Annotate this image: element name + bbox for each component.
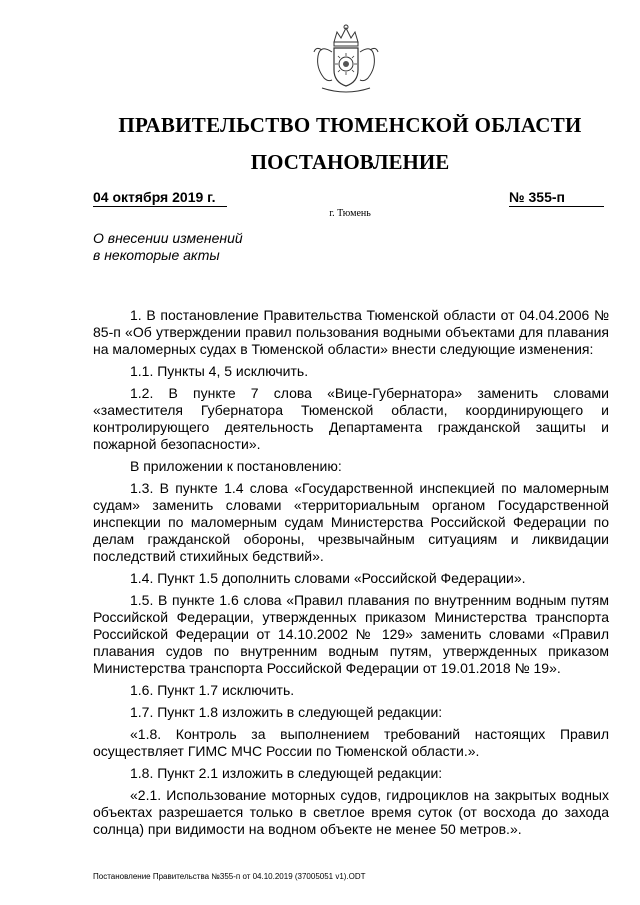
paragraph: 1.4. Пункт 1.5 дополнить словами «Российской Федерации».: [130, 570, 526, 586]
document-city: г. Тюмень: [329, 208, 371, 219]
document-body: [93, 307, 609, 843]
paragraph: 1.1. Пункты 4, 5 исключить.: [130, 363, 309, 379]
document-subject: [93, 230, 353, 264]
paragraph: «2.1. Использование моторных судов, гидроциклов на закрытых водных объектах разрешается только в светлое время суток (от восхода до захода солнца) при видимости на водном объекте не менее 50 метров.».: [93, 787, 609, 837]
document-type: ПОСТАНОВЛЕНИЕ: [250, 150, 450, 174]
paragraph: 1.5. В пункте 1.6 слова «Правил плавания по внутренним водным путям Российской Федерации, утвержденных приказом Министерства транспорта Российской Федерации от 14.10.2002 № 129» заменить словами «Правил плавания судов по внутренним водным путям, утвержденных приказом Министерства транспорта Российской Федерации от 19.01.2018 № 19».: [93, 592, 609, 676]
subject-line: в некоторые акты: [93, 247, 220, 263]
paragraph: 1.8. Пункт 2.1 изложить в следующей редакции:: [130, 765, 443, 781]
coat-of-arms-icon: [304, 22, 388, 96]
paragraph: 1.7. Пункт 1.8 изложить в следующей редакции:: [130, 704, 443, 720]
paragraph: «1.8. Контроль за выполнением требований настоящих Правил осуществляет ГИМС МЧС России по Тюменской области.».: [93, 726, 609, 759]
subject-line: О внесении изменений: [93, 230, 243, 246]
paragraph: В приложении к постановлению:: [130, 458, 342, 474]
paragraph: 1.6. Пункт 1.7 исключить.: [130, 682, 295, 698]
footer-filename: Постановление Правительства №355-п от 04.10.2019 (37005051 v1).ODT: [93, 872, 366, 881]
paragraph: 1.3. В пункте 1.4 слова «Государственной инспекцией по маломерным судам» заменить словами «территориальным органом Государственной инспекции по маломерным судам Министерства Российской Федерации по делам гражданской обороны, чрезвычайным ситуациям и ликвидации последствий стихийных бедствий».: [93, 480, 609, 564]
paragraph: 1.2. В пункте 7 слова «Вице-Губернатора» заменить словами «заместителя Губернатора Тюменской области, координирующего и контролирующего деятельность Департамента гражданской защиты и пожарной безопасности».: [93, 385, 609, 452]
document-date: 04 октября 2019 г.: [93, 189, 227, 207]
government-title: ПРАВИТЕЛЬСТВО ТЮМЕНСКОЙ ОБЛАСТИ: [118, 113, 582, 137]
document-number: № 355-п: [509, 189, 604, 207]
paragraph: 1. В постановление Правительства Тюменской области от 04.04.2006 № 85-п «Об утверждении правил пользования водными объектами для плавания на маломерных судах в Тюменской области» внести следующие изменения:: [93, 307, 609, 357]
